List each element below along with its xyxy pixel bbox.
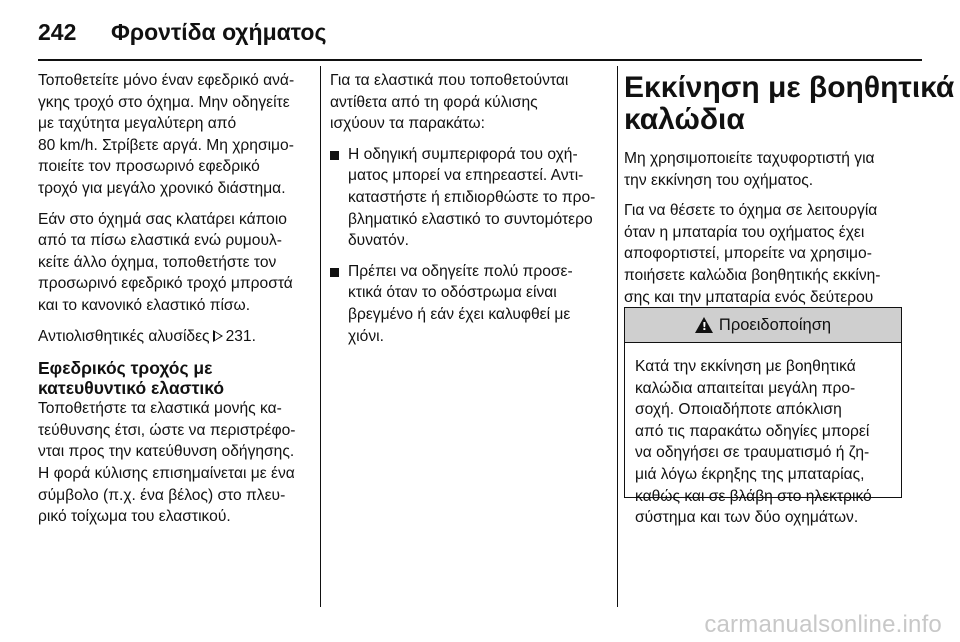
paragraph-spare-wheel-speed bbox=[38, 70, 306, 200]
column-2 bbox=[330, 70, 605, 356]
paragraph-reverse-mounted-intro bbox=[330, 70, 605, 135]
text-line: αποφορτιστεί, μπορείτε να χρησιμο- bbox=[624, 245, 872, 263]
text-line: Για τα ελαστικά που τοποθετούνται bbox=[330, 72, 569, 89]
column-3 bbox=[624, 71, 955, 339]
text-line: προσωρινό εφεδρικό τροχό μπροστά bbox=[38, 275, 293, 293]
cross-reference bbox=[38, 326, 306, 348]
text-line: κτικά όταν το οδόστρωμα είναι bbox=[348, 284, 557, 302]
cross-reference-text: Αντιολισθητικές αλυσίδες bbox=[38, 327, 210, 345]
text-line: και το κανονικό ελαστικό πίσω. bbox=[38, 296, 251, 314]
column-divider-2 bbox=[617, 66, 618, 607]
text-line: ποιείτε τον προσωρινό εφεδρικό bbox=[38, 158, 260, 176]
text-line: σύμβολο (π.χ. ένα βέλος) στο πλευ- bbox=[38, 486, 286, 504]
text-line: Πρέπει να οδηγείτε πολύ προσε- bbox=[348, 262, 573, 280]
text-line: τροχό για μεγάλο χρονικό διάστημα. bbox=[38, 179, 286, 197]
bullet-square-icon bbox=[330, 268, 339, 277]
watermark: carmanualsonline.info bbox=[704, 611, 942, 638]
page-number: 242 bbox=[38, 18, 77, 45]
column-divider-1 bbox=[320, 66, 321, 607]
text-line: γκης τροχό στο όχημα. Μην οδηγείτε bbox=[38, 93, 290, 111]
text-line: Μη χρησιμοποιείτε ταχυφορτιστή για bbox=[624, 150, 875, 167]
text-line: όταν η μπαταρία του οχήματος έχει bbox=[624, 223, 865, 241]
heading-line: Εκκίνηση με βοηθητικά bbox=[624, 71, 955, 104]
text-line: δυνατόν. bbox=[348, 232, 409, 250]
text-line: 80 km/h. Στρίβετε αργά. Μη χρησιμο- bbox=[38, 136, 294, 154]
text-line: ποιήσετε καλώδια βοηθητικής εκκίνη- bbox=[624, 266, 881, 284]
text-line: βρεγμένο ή εάν έχει καλυφθεί με bbox=[348, 305, 571, 323]
heading-line: Εφεδρικός τροχός με bbox=[38, 358, 213, 379]
text-line: την εκκίνηση του οχήματος. bbox=[624, 171, 814, 189]
page-header bbox=[38, 14, 326, 50]
text-line: καλώδια απαιτείται μεγάλη προ- bbox=[635, 379, 856, 397]
bullet-square-icon bbox=[330, 151, 339, 160]
text-line: βληματικό ελαστικό το συντομότερο bbox=[348, 210, 593, 228]
text-line: ρικό τοίχωμα του ελαστικού. bbox=[38, 508, 231, 526]
bullet-item bbox=[330, 261, 605, 347]
text-line: μιά λόγω έκρηξης της μπαταρίας, bbox=[635, 465, 865, 483]
section-heading-jump-start bbox=[624, 71, 955, 136]
cross-reference-page[interactable]: 231. bbox=[225, 327, 256, 345]
section-heading-directional-tyre bbox=[38, 358, 306, 398]
warning-triangle-icon: ! bbox=[695, 317, 713, 333]
text-line: Για να θέσετε το όχημα σε λειτουργία bbox=[624, 202, 878, 220]
warning-box bbox=[624, 307, 902, 527]
text-line: τεύθυνσης έτσι, ώστε να περιστρέφο- bbox=[38, 421, 296, 439]
paragraph-rear-tyre-towing bbox=[38, 209, 306, 317]
heading-line: κατευθυντικό ελαστικό bbox=[38, 378, 225, 399]
text-line: νται προς την κατεύθυνση οδήγησης. bbox=[38, 443, 295, 461]
bullet-list bbox=[330, 144, 605, 347]
page-title: Φροντίδα οχήματος bbox=[111, 18, 327, 45]
column-1 bbox=[38, 70, 306, 537]
warning-title: Προειδοποίηση bbox=[718, 315, 832, 334]
text-line: χιόνι. bbox=[348, 327, 384, 345]
warning-header bbox=[625, 308, 901, 343]
text-line: με ταχύτητα μεγαλύτερη από bbox=[38, 115, 237, 133]
reference-arrow-icon bbox=[213, 330, 223, 342]
text-line: να οδηγήσει σε τραυματισμό ή ζη- bbox=[635, 444, 870, 462]
paragraph-no-fast-charger bbox=[624, 148, 904, 191]
warning-body bbox=[625, 343, 901, 529]
text-line: ισχύουν τα παρακάτω: bbox=[330, 115, 485, 133]
text-line: Η φορά κύλισης επισημαίνεται με ένα bbox=[38, 464, 295, 482]
text-line: σύστημα και των δύο οχημάτων. bbox=[635, 509, 859, 527]
text-line: καταστήστε ή επιδιορθώστε το προ- bbox=[348, 188, 596, 206]
bullet-item bbox=[330, 144, 605, 252]
text-line: από τις παρακάτω οδηγίες μπορεί bbox=[635, 422, 870, 440]
text-line: καθώς και σε βλάβη στο ηλεκτρικό bbox=[635, 487, 872, 505]
text-line: Εάν στο όχημά σας κλατάρει κάποιο bbox=[38, 210, 287, 228]
header-rule bbox=[38, 59, 922, 61]
text-line: σοχή. Οποιαδήποτε απόκλιση bbox=[635, 401, 842, 419]
text-line: ματος μπορεί να επηρεαστεί. Αντι- bbox=[348, 167, 584, 185]
heading-line: καλώδια bbox=[624, 103, 745, 136]
text-line: αντίθετα από τη φορά κύλισης bbox=[330, 93, 538, 111]
text-line: κείτε άλλο όχημα, τοποθετήστε τον bbox=[38, 253, 277, 271]
text-line: από τα πίσω ελαστικά ενώ ρυμουλ- bbox=[38, 232, 282, 250]
text-line: Η οδηγική συμπεριφορά του οχή- bbox=[348, 145, 578, 163]
paragraph-directional-tyre bbox=[38, 398, 306, 528]
text-line: Τοποθετείτε μόνο έναν εφεδρικό ανά- bbox=[38, 72, 295, 89]
text-line: σης και την μπαταρία ενός δεύτερου bbox=[624, 288, 874, 306]
text-line: Τοποθετήστε τα ελαστικά μονής κα- bbox=[38, 400, 282, 418]
text-line: Κατά την εκκίνηση με βοηθητικά bbox=[635, 358, 856, 375]
